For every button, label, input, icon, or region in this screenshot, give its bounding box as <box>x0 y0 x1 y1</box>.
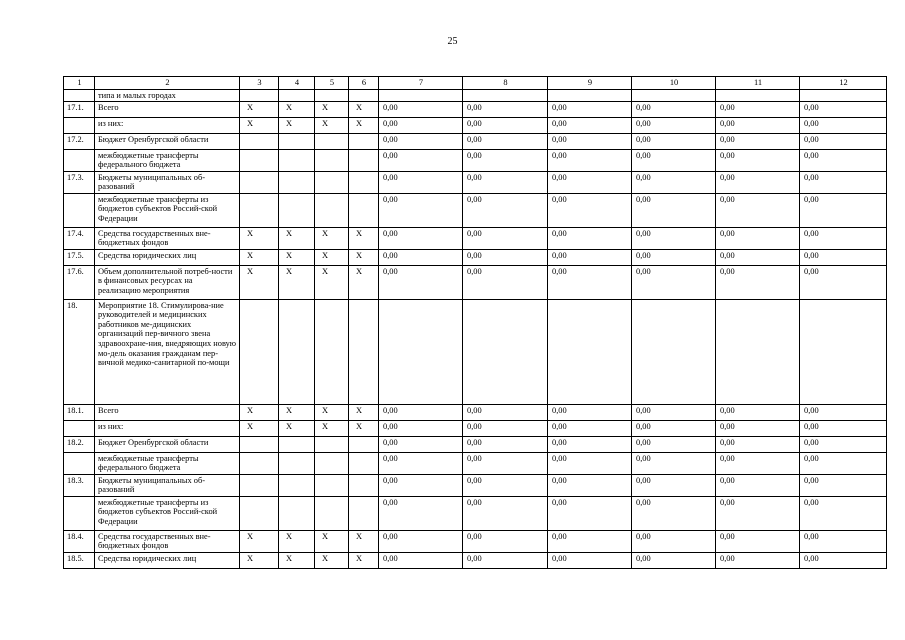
mark-cell <box>279 193 315 227</box>
value-cell: 0,00 <box>548 133 632 149</box>
row-name: Средства государственных вне-бюджетных фондов <box>95 530 240 552</box>
row-number: 18.3. <box>64 474 95 496</box>
mark-cell <box>315 133 349 149</box>
row-name: Бюджет Оренбургской области <box>95 133 240 149</box>
mark-cell: X <box>240 265 279 299</box>
value-cell: 0,00 <box>800 404 887 420</box>
value-cell <box>379 90 463 102</box>
mark-cell: X <box>240 249 279 265</box>
mark-cell <box>349 474 379 496</box>
row-name: Средства юридических лиц <box>95 552 240 568</box>
value-cell: 0,00 <box>379 133 463 149</box>
mark-cell <box>279 299 315 404</box>
mark-cell: X <box>240 117 279 133</box>
mark-cell <box>315 436 349 452</box>
row-name: межбюджетные трансферты федерального бюджета <box>95 149 240 171</box>
value-cell: 0,00 <box>548 452 632 474</box>
value-cell: 0,00 <box>463 149 548 171</box>
mark-cell: X <box>279 101 315 117</box>
value-cell: 0,00 <box>716 193 800 227</box>
value-cell: 0,00 <box>716 249 800 265</box>
value-cell: 0,00 <box>548 249 632 265</box>
page-number: 25 <box>447 36 458 47</box>
column-header: 3 <box>240 77 279 90</box>
row-name: Бюджеты муниципальных об-разований <box>95 474 240 496</box>
value-cell: 0,00 <box>800 117 887 133</box>
row-number <box>64 496 95 530</box>
header-row <box>64 77 887 90</box>
value-cell: 0,00 <box>716 496 800 530</box>
value-cell: 0,00 <box>716 133 800 149</box>
column-header: 7 <box>379 77 463 90</box>
value-cell: 0,00 <box>632 193 716 227</box>
column-header: 10 <box>632 77 716 90</box>
row-name: из них: <box>95 117 240 133</box>
value-cell: 0,00 <box>632 227 716 249</box>
mark-cell <box>315 474 349 496</box>
value-cell: 0,00 <box>379 496 463 530</box>
value-cell: 0,00 <box>463 404 548 420</box>
table-row <box>64 436 887 452</box>
row-name: Мероприятие 18. Стимулирова-ние руководителей и медицинских работников ме-дицинских организаций пер-вичного звена здравоохране-ния, внедряющих новую мо-дель оказания гражданам пер-вичной медико-санитарной по-мощи <box>95 299 240 404</box>
row-name: из них: <box>95 420 240 436</box>
row-name: Бюджет Оренбургской области <box>95 436 240 452</box>
value-cell: 0,00 <box>800 101 887 117</box>
value-cell: 0,00 <box>632 474 716 496</box>
value-cell: 0,00 <box>379 530 463 552</box>
mark-cell <box>349 452 379 474</box>
mark-cell: X <box>349 552 379 568</box>
mark-cell: X <box>349 404 379 420</box>
value-cell: 0,00 <box>632 265 716 299</box>
mark-cell <box>349 149 379 171</box>
mark-cell: X <box>240 420 279 436</box>
mark-cell <box>279 452 315 474</box>
mark-cell: X <box>240 404 279 420</box>
value-cell: 0,00 <box>463 530 548 552</box>
mark-cell <box>279 436 315 452</box>
mark-cell: X <box>349 227 379 249</box>
value-cell: 0,00 <box>716 420 800 436</box>
table-row <box>64 149 887 171</box>
mark-cell <box>315 452 349 474</box>
value-cell: 0,00 <box>379 193 463 227</box>
mark-cell: X <box>315 404 349 420</box>
mark-cell <box>240 90 279 102</box>
value-cell: 0,00 <box>632 117 716 133</box>
value-cell: 0,00 <box>463 474 548 496</box>
mark-cell: X <box>279 552 315 568</box>
value-cell: 0,00 <box>632 249 716 265</box>
value-cell <box>632 299 716 404</box>
value-cell: 0,00 <box>548 117 632 133</box>
value-cell: 0,00 <box>548 496 632 530</box>
mark-cell: X <box>240 101 279 117</box>
value-cell <box>800 90 887 102</box>
value-cell: 0,00 <box>716 101 800 117</box>
table-row <box>64 299 887 404</box>
mark-cell <box>240 133 279 149</box>
mark-cell: X <box>315 530 349 552</box>
mark-cell <box>279 133 315 149</box>
value-cell: 0,00 <box>716 530 800 552</box>
mark-cell <box>315 496 349 530</box>
value-cell: 0,00 <box>800 474 887 496</box>
value-cell: 0,00 <box>463 227 548 249</box>
value-cell: 0,00 <box>548 552 632 568</box>
mark-cell: X <box>349 101 379 117</box>
row-number: 18.4. <box>64 530 95 552</box>
value-cell: 0,00 <box>379 452 463 474</box>
mark-cell: X <box>240 552 279 568</box>
value-cell: 0,00 <box>632 133 716 149</box>
row-number: 17.4. <box>64 227 95 249</box>
value-cell: 0,00 <box>800 552 887 568</box>
mark-cell <box>349 133 379 149</box>
value-cell <box>379 299 463 404</box>
value-cell: 0,00 <box>632 452 716 474</box>
value-cell: 0,00 <box>548 436 632 452</box>
value-cell: 0,00 <box>463 133 548 149</box>
value-cell: 0,00 <box>379 249 463 265</box>
column-header: 11 <box>716 77 800 90</box>
row-number <box>64 452 95 474</box>
mark-cell <box>315 149 349 171</box>
mark-cell <box>240 171 279 193</box>
column-header: 2 <box>95 77 240 90</box>
mark-cell: X <box>349 420 379 436</box>
value-cell: 0,00 <box>800 436 887 452</box>
value-cell: 0,00 <box>800 249 887 265</box>
value-cell: 0,00 <box>632 496 716 530</box>
table-row <box>64 452 887 474</box>
mark-cell: X <box>315 117 349 133</box>
mark-cell: X <box>279 249 315 265</box>
value-cell: 0,00 <box>800 133 887 149</box>
value-cell <box>800 299 887 404</box>
value-cell: 0,00 <box>632 420 716 436</box>
budget-table <box>63 76 887 569</box>
row-number: 18. <box>64 299 95 404</box>
table-row <box>64 404 887 420</box>
table-body <box>64 90 887 569</box>
mark-cell: X <box>349 249 379 265</box>
mark-cell <box>240 299 279 404</box>
value-cell: 0,00 <box>463 452 548 474</box>
mark-cell <box>279 171 315 193</box>
mark-cell <box>279 496 315 530</box>
value-cell: 0,00 <box>716 452 800 474</box>
value-cell: 0,00 <box>632 101 716 117</box>
value-cell <box>548 299 632 404</box>
value-cell: 0,00 <box>716 404 800 420</box>
value-cell: 0,00 <box>463 117 548 133</box>
value-cell: 0,00 <box>379 101 463 117</box>
row-name: межбюджетные трансферты из бюджетов субъектов Россий-ской Федерации <box>95 496 240 530</box>
mark-cell: X <box>315 420 349 436</box>
row-name: типа и малых городах <box>95 90 240 102</box>
value-cell: 0,00 <box>548 404 632 420</box>
column-header: 1 <box>64 77 95 90</box>
value-cell: 0,00 <box>716 436 800 452</box>
value-cell: 0,00 <box>800 265 887 299</box>
mark-cell <box>279 474 315 496</box>
mark-cell: X <box>279 530 315 552</box>
value-cell: 0,00 <box>379 149 463 171</box>
value-cell: 0,00 <box>716 227 800 249</box>
mark-cell: X <box>315 265 349 299</box>
value-cell: 0,00 <box>800 149 887 171</box>
value-cell: 0,00 <box>632 149 716 171</box>
column-header: 9 <box>548 77 632 90</box>
value-cell: 0,00 <box>632 404 716 420</box>
table-row <box>64 420 887 436</box>
value-cell: 0,00 <box>548 193 632 227</box>
mark-cell <box>315 171 349 193</box>
mark-cell <box>279 149 315 171</box>
value-cell: 0,00 <box>548 171 632 193</box>
value-cell: 0,00 <box>716 117 800 133</box>
value-cell: 0,00 <box>463 436 548 452</box>
value-cell <box>632 90 716 102</box>
mark-cell: X <box>315 227 349 249</box>
value-cell: 0,00 <box>463 496 548 530</box>
mark-cell: X <box>279 265 315 299</box>
mark-cell: X <box>279 420 315 436</box>
value-cell: 0,00 <box>800 193 887 227</box>
value-cell: 0,00 <box>716 474 800 496</box>
row-number: 18.1. <box>64 404 95 420</box>
mark-cell <box>315 90 349 102</box>
value-cell: 0,00 <box>548 227 632 249</box>
value-cell: 0,00 <box>379 171 463 193</box>
row-number: 17.2. <box>64 133 95 149</box>
mark-cell <box>349 193 379 227</box>
value-cell <box>463 299 548 404</box>
mark-cell: X <box>315 552 349 568</box>
mark-cell: X <box>315 101 349 117</box>
value-cell: 0,00 <box>632 552 716 568</box>
row-number <box>64 117 95 133</box>
row-name: Средства юридических лиц <box>95 249 240 265</box>
value-cell: 0,00 <box>632 436 716 452</box>
row-name: Бюджеты муниципальных об-разований <box>95 171 240 193</box>
value-cell: 0,00 <box>463 420 548 436</box>
value-cell: 0,00 <box>800 227 887 249</box>
value-cell: 0,00 <box>800 496 887 530</box>
table-row <box>64 474 887 496</box>
value-cell: 0,00 <box>548 420 632 436</box>
value-cell: 0,00 <box>800 452 887 474</box>
table-row <box>64 193 887 227</box>
mark-cell: X <box>240 530 279 552</box>
table-row <box>64 265 887 299</box>
table-row <box>64 552 887 568</box>
value-cell: 0,00 <box>379 474 463 496</box>
value-cell <box>548 90 632 102</box>
row-number: 17.1. <box>64 101 95 117</box>
value-cell: 0,00 <box>463 171 548 193</box>
column-header: 4 <box>279 77 315 90</box>
table-row <box>64 249 887 265</box>
row-number <box>64 149 95 171</box>
value-cell: 0,00 <box>463 552 548 568</box>
value-cell <box>716 299 800 404</box>
value-cell: 0,00 <box>716 171 800 193</box>
mark-cell <box>315 193 349 227</box>
mark-cell <box>349 496 379 530</box>
row-number: 17.6. <box>64 265 95 299</box>
mark-cell <box>315 299 349 404</box>
row-name: межбюджетные трансферты из бюджетов субъектов Россий-ской Федерации <box>95 193 240 227</box>
row-name: межбюджетные трансферты федерального бюджета <box>95 452 240 474</box>
column-header: 6 <box>349 77 379 90</box>
value-cell: 0,00 <box>379 404 463 420</box>
mark-cell <box>240 149 279 171</box>
mark-cell: X <box>349 117 379 133</box>
value-cell: 0,00 <box>379 436 463 452</box>
value-cell: 0,00 <box>463 193 548 227</box>
table-row <box>64 171 887 193</box>
value-cell: 0,00 <box>716 552 800 568</box>
table-row <box>64 530 887 552</box>
mark-cell: X <box>279 404 315 420</box>
value-cell: 0,00 <box>379 552 463 568</box>
mark-cell <box>240 436 279 452</box>
column-header: 8 <box>463 77 548 90</box>
value-cell: 0,00 <box>716 265 800 299</box>
row-number: 18.5. <box>64 552 95 568</box>
value-cell: 0,00 <box>548 101 632 117</box>
value-cell: 0,00 <box>548 149 632 171</box>
value-cell: 0,00 <box>379 265 463 299</box>
row-number: 18.2. <box>64 436 95 452</box>
mark-cell: X <box>349 265 379 299</box>
row-number <box>64 193 95 227</box>
row-number: 17.3. <box>64 171 95 193</box>
value-cell: 0,00 <box>379 227 463 249</box>
value-cell: 0,00 <box>800 420 887 436</box>
value-cell: 0,00 <box>548 474 632 496</box>
value-cell <box>463 90 548 102</box>
value-cell: 0,00 <box>632 530 716 552</box>
row-name: Всего <box>95 404 240 420</box>
value-cell: 0,00 <box>548 530 632 552</box>
table-row <box>64 496 887 530</box>
mark-cell <box>349 299 379 404</box>
value-cell: 0,00 <box>379 117 463 133</box>
value-cell: 0,00 <box>800 171 887 193</box>
column-header: 5 <box>315 77 349 90</box>
row-number <box>64 420 95 436</box>
table-row <box>64 117 887 133</box>
mark-cell <box>279 90 315 102</box>
value-cell: 0,00 <box>379 420 463 436</box>
table-row <box>64 133 887 149</box>
mark-cell: X <box>240 227 279 249</box>
table-row <box>64 101 887 117</box>
value-cell: 0,00 <box>800 530 887 552</box>
value-cell <box>716 90 800 102</box>
table-row <box>64 90 887 102</box>
row-name: Средства государственных вне-бюджетных фондов <box>95 227 240 249</box>
mark-cell: X <box>279 117 315 133</box>
mark-cell <box>240 474 279 496</box>
mark-cell <box>349 436 379 452</box>
mark-cell: X <box>315 249 349 265</box>
table-row <box>64 227 887 249</box>
mark-cell <box>240 452 279 474</box>
value-cell: 0,00 <box>463 265 548 299</box>
mark-cell: X <box>349 530 379 552</box>
row-number: 17.5. <box>64 249 95 265</box>
row-name: Всего <box>95 101 240 117</box>
value-cell: 0,00 <box>463 101 548 117</box>
value-cell: 0,00 <box>632 171 716 193</box>
mark-cell <box>240 496 279 530</box>
mark-cell: X <box>279 227 315 249</box>
column-header: 12 <box>800 77 887 90</box>
value-cell: 0,00 <box>463 249 548 265</box>
value-cell: 0,00 <box>716 149 800 171</box>
row-name: Объем дополнительной потреб-ности в финансовых ресурсах на реализацию мероприятия <box>95 265 240 299</box>
value-cell: 0,00 <box>548 265 632 299</box>
mark-cell <box>349 90 379 102</box>
mark-cell <box>349 171 379 193</box>
row-number <box>64 90 95 102</box>
mark-cell <box>240 193 279 227</box>
